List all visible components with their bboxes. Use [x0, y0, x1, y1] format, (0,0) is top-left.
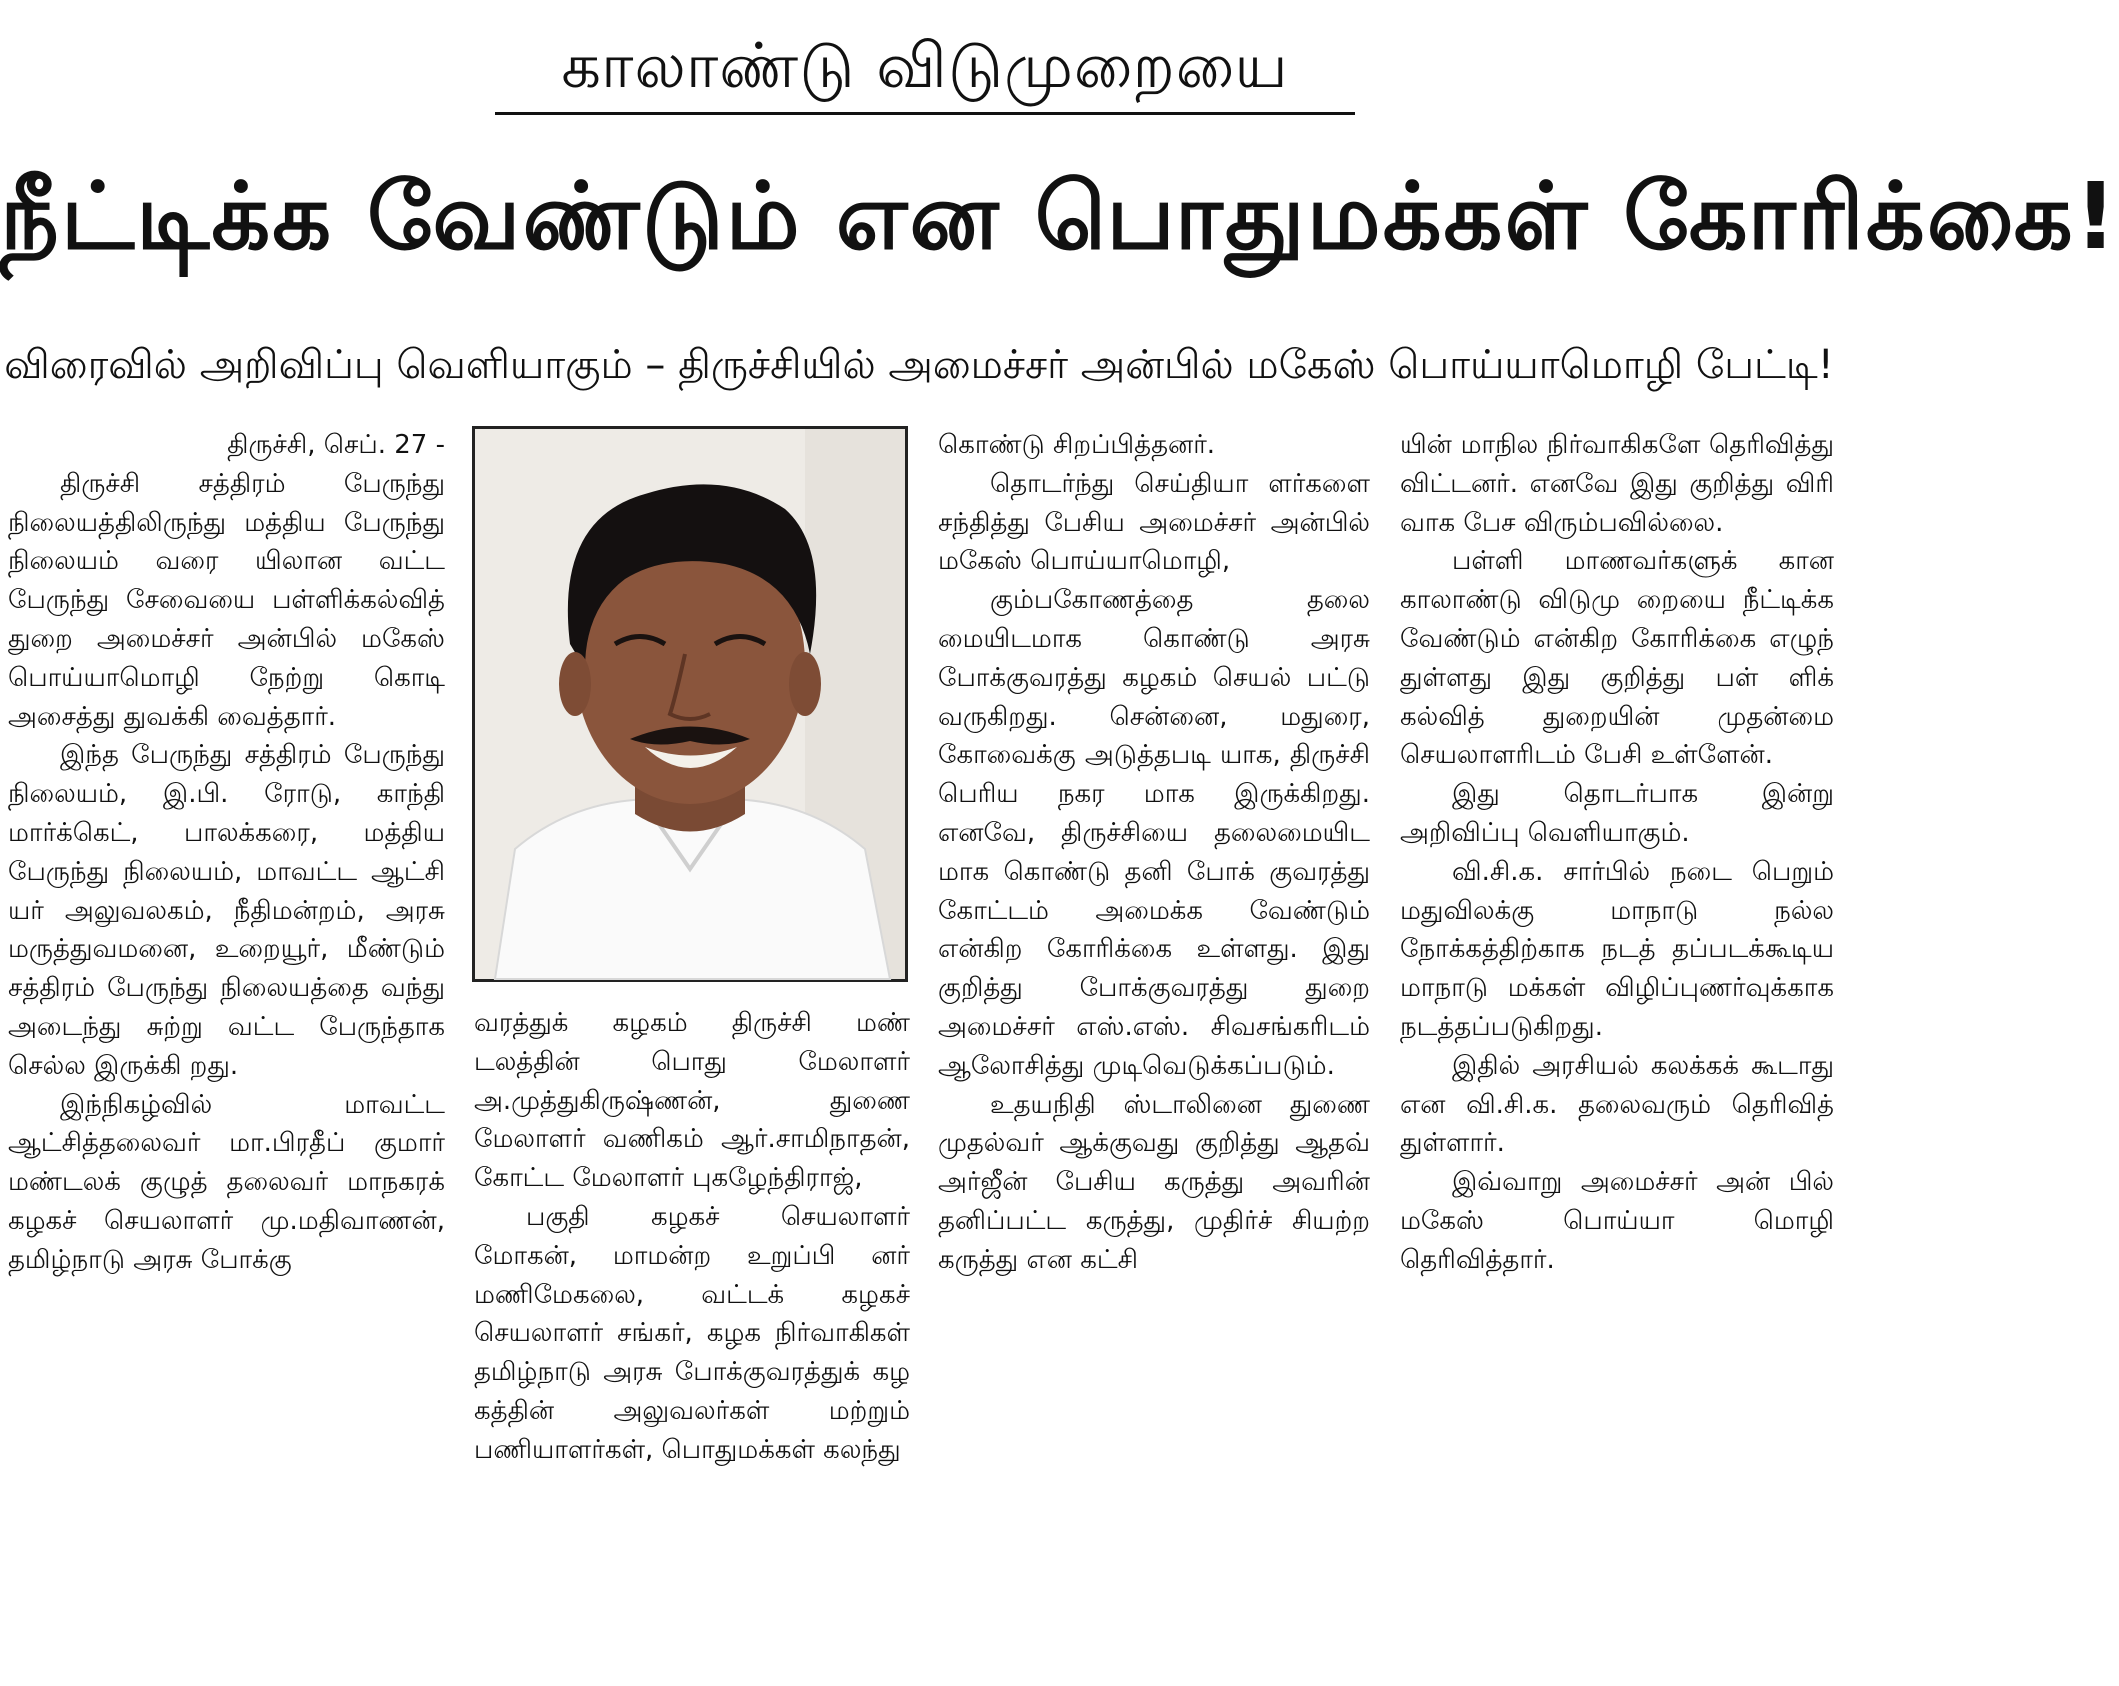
paragraph: பள்ளி மாணவர்களுக் கான காலாண்டு விடுமு றையை நீட்டிக்க வேண்டும் என்கிற கோரிக்கை எழுந் துள்ளது இது குறித்து பள் ளிக் கல்வித் துறையின் முதன்மை செயலாளரிடம் பேசி உள்ளேன்.	[1400, 546, 1834, 771]
paragraph: உதயநிதி ஸ்டாலினை துணை முதல்வர் ஆக்குவது குறித்து ஆதவ் அர்ஜீன் பேசிய கருத்து அவரின் தனிப்பட்ட கருத்து, முதிர்ச் சியற்ற கருத்து என கட்சி	[938, 1089, 1370, 1275]
article-column-4	[1400, 426, 1834, 1678]
headline: நீட்டிக்க வேண்டும் என பொதுமக்கள் கோரிக்கை!	[0, 163, 2119, 270]
minister-photo	[472, 426, 908, 982]
paragraph: தொடர்ந்து செய்தியா ளர்களை சந்தித்து பேசிய அமைச்சர் அன்பில் மகேஸ் பொய்யாமொழி,	[938, 468, 1370, 577]
paragraph: யின் மாநில நிர்வாகிகளே தெரிவித்து விட்டனர். எனவே இது குறித்து விரி வாக பேச விரும்பவில்லை.	[1400, 430, 1834, 538]
article-column-3	[938, 426, 1370, 1678]
paragraph: இவ்வாறு அமைச்சர் அன் பில் மகேஸ் பொய்யா மொழி தெரிவித்தார்.	[1400, 1167, 1834, 1275]
paragraph: இது தொடர்பாக இன்று அறிவிப்பு வெளியாகும்.	[1400, 779, 1834, 848]
article-column-2	[474, 1004, 910, 1678]
paragraph: திருச்சி சத்திரம் பேருந்து நிலையத்திலிருந்து மத்திய பேருந்து நிலையம் வரை யிலான வட்ட பேருந்து சேவையை பள்ளிக்கல்வித் துறை அமைச்சர் அன்பில் மகேஸ் பொய்யாமொழி நேற்று கொடி அசைத்து துவக்கி வைத்தார்.	[8, 468, 445, 732]
subheadline: விரைவில் அறிவிப்பு வெளியாகும் – திருச்சியில் அமைச்சர் அன்பில் மகேஸ் பொய்யாமொழி பேட்டி!	[4, 342, 1834, 388]
paragraph: வரத்துக் கழகம் திருச்சி மண் டலத்தின் பொது மேலாளர் அ.முத்துகிருஷ்ணன், துணை மேலாளர் வணிகம் ஆர்.சாமிநாதன், கோட்ட மேலாளர் புகழேந்திராஜ்,	[474, 1008, 910, 1194]
paragraph: இதில் அரசியல் கலக்கக் கூடாது என வி.சி.க. தலைவரும் தெரிவித் துள்ளார்.	[1400, 1050, 1834, 1159]
paragraph: பகுதி கழகச் செயலாளர் மோகன், மாமன்ற உறுப்பி னர் மணிமேகலை, வட்டக் கழகச் செயலாளர் சங்கர், கழக நிர்வாகிகள் தமிழ்நாடு அரசு போக்குவரத்துக் கழ கத்தின் அலுவலர்கள் மற்றும் பணியாளர்கள், பொதுமக்கள் கலந்து	[474, 1201, 910, 1465]
paragraph: இந்த பேருந்து சத்திரம் பேருந்து நிலையம், இ.பி. ரோடு, காந்தி மார்க்கெட், பாலக்கரை, மத்திய பேருந்து நிலையம், மாவட்ட ஆட்சி யர் அலுவலகம், நீதிமன்றம், அரசு மருத்துவமனை, உறையூர், மீண்டும் சத்திரம் பேருந்து நிலையத்தை வந்து அடைந்து சுற்று வட்ட பேருந்தாக செல்ல இருக்கி றது.	[8, 740, 445, 1081]
portrait-image	[475, 429, 905, 979]
paragraph: வி.சி.க. சார்பில் நடை பெறும் மதுவிலக்கு மாநாடு நல்ல நோக்கத்திற்காக நடத் தப்படக்கூடிய மாநாடு மக்கள் விழிப்புணர்வுக்காக நடத்தப்படுகிறது.	[1400, 856, 1834, 1042]
article-column-1	[8, 426, 445, 1678]
dateline: திருச்சி, செப். 27 -	[227, 430, 445, 460]
paragraph: கொண்டு சிறப்பித்தனர்.	[938, 430, 1216, 460]
paragraph: இந்நிகழ்வில் மாவட்ட ஆட்சித்தலைவர் மா.பிரதீப் குமார் மண்டலக் குழுத் தலைவர் மாநகரக் கழகச் செயலாளர் மு.மதிவாணன், தமிழ்நாடு அரசு போக்கு	[8, 1089, 445, 1275]
paragraph: கும்பகோணத்தை தலை மையிடமாக கொண்டு அரசு போக்குவரத்து கழகம் செயல் பட்டு வருகிறது. சென்னை, மதுரை, கோவைக்கு அடுத்தபடி யாக, திருச்சி பெரிய நகர மாக இருக்கிறது. எனவே, திருச்சியை தலைமையிட மாக கொண்டு தனி போக் குவரத்து கோட்டம் அமைக்க வேண்டும் என்கிற கோரிக்கை உள்ளது. இது குறித்து போக்குவரத்து துறை அமைச்சர் எஸ்.எஸ். சிவசங்கரிடம் ஆலோசித்து முடிவெடுக்கப்படும்.	[938, 585, 1370, 1081]
headline-kicker: காலாண்டு விடுமுறையை	[495, 20, 1355, 115]
